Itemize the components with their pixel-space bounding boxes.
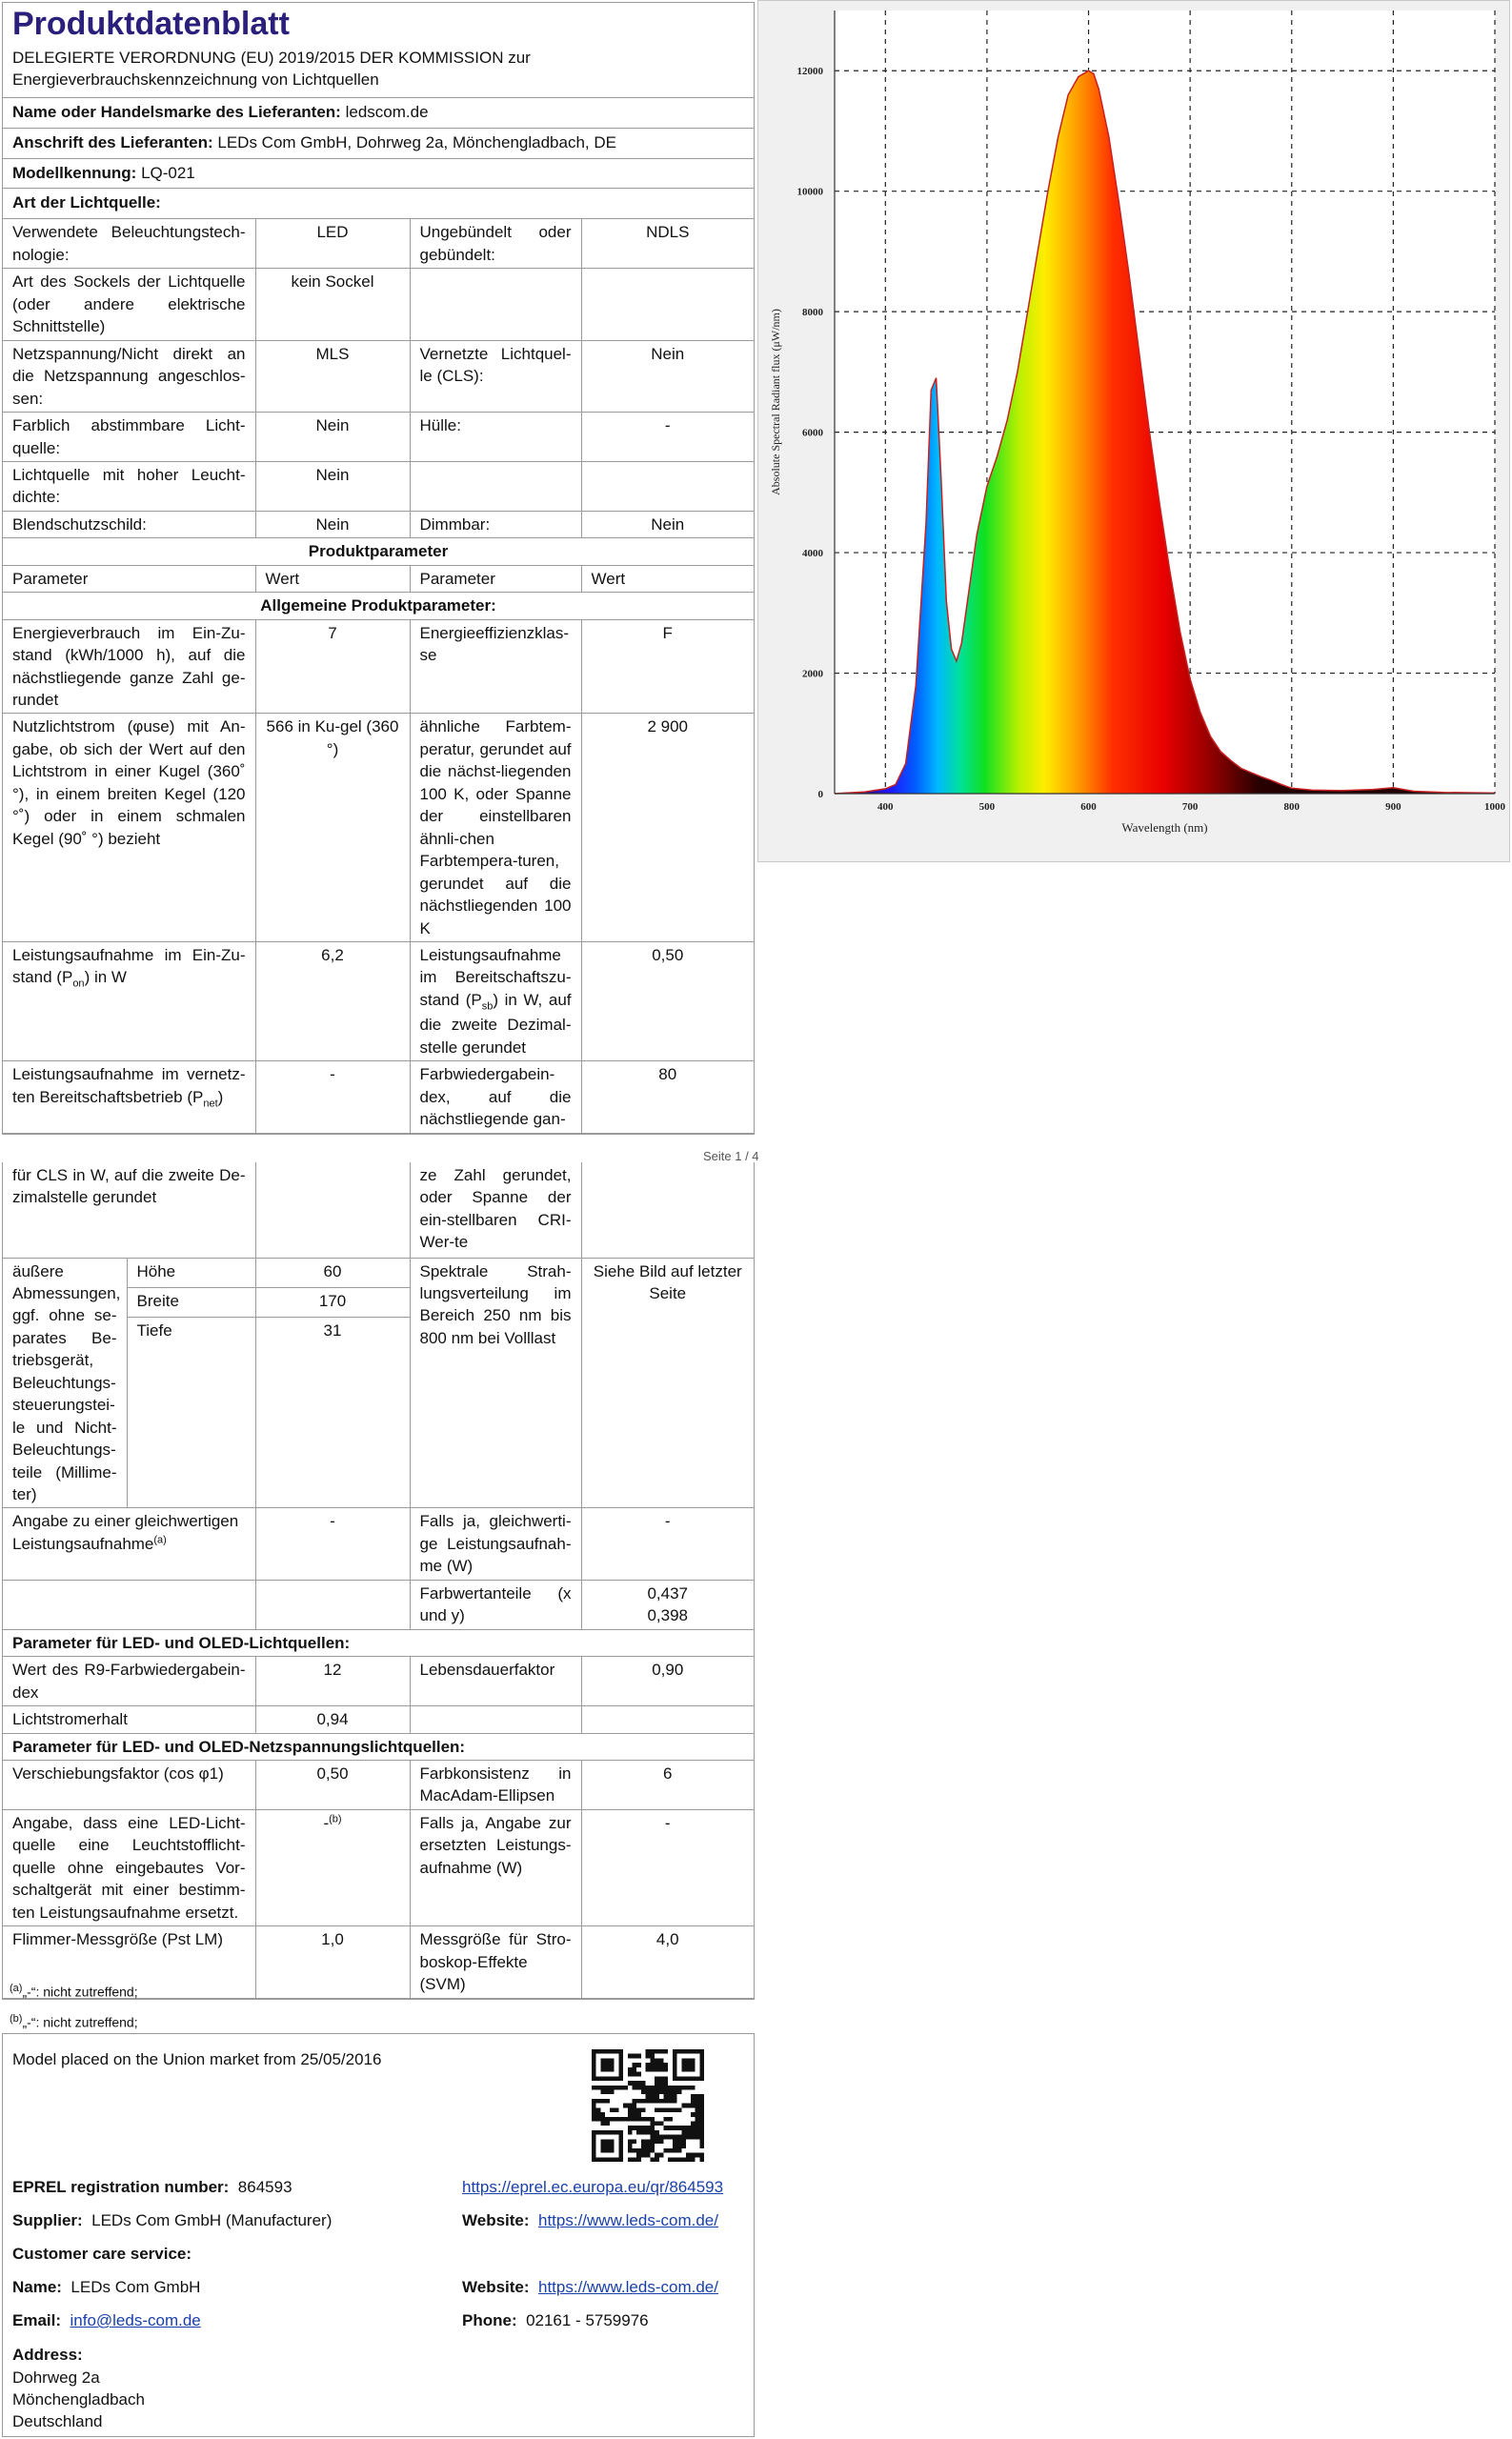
cri-label: Farbwiedergabein-dex, auf die nächstliegende gan-: [410, 1061, 581, 1133]
psb-label: Leistungsaufnahme im Bereitschaftszu-stand $(P_{sb})$ in W, auf die zweite Dezimal-stelle gerundet: [410, 942, 581, 1061]
email-row: Email: info@leds-com.de: [12, 2311, 201, 2329]
y-tick-label: 12000: [796, 66, 823, 78]
type-value: Nein: [255, 511, 410, 537]
supplier-name-row: [3, 98, 754, 129]
x-tick-label: 700: [1181, 801, 1199, 813]
table-row: [3, 219, 754, 268]
mains-params-heading: Parameter für LED- und OLED-Netzspannungslichtquellen:: [3, 1733, 754, 1760]
type-label: Ungebündelt oder gebündelt:: [410, 219, 581, 268]
type-label: Dimmbar:: [410, 511, 581, 537]
address-line: Dohrweg 2a: [12, 2368, 100, 2387]
type-value: Nein: [255, 461, 410, 511]
table-row: [3, 538, 754, 565]
r9-label: Wert des R9-Farbwiedergabein-dex: [3, 1657, 255, 1706]
datasheet-page-1: [2, 2, 755, 1135]
continuation-table: [3, 1162, 754, 1999]
cri-label-continued: ze Zahl gerundet, oder Spanne der ein-stellbaren CRI-Wer-te: [410, 1162, 581, 1258]
x-tick-label: 1000: [1484, 801, 1505, 813]
cri-value: 80: [581, 1061, 754, 1133]
pnet-label-continued: für CLS in W, auf die zweite De-zimalstelle gerundet: [3, 1162, 255, 1258]
y-tick-label: 8000: [802, 307, 823, 319]
qr-code[interactable]: [592, 2049, 704, 2162]
page-number: Seite 1 / 4: [703, 1149, 759, 1163]
type-label: Netzspannung/Nicht direkt an die Netzspannung angeschlos-sen:: [3, 340, 255, 412]
column-header: Wert: [255, 565, 410, 592]
lifetime-value: 0,90: [581, 1657, 754, 1706]
type-value: NDLS: [581, 219, 754, 268]
r9-value: 12: [255, 1657, 410, 1706]
table-row: [3, 714, 754, 942]
supplier-address-row: [3, 129, 754, 159]
lifetime-label: Lebensdauerfaktor: [410, 1657, 581, 1706]
empty-cell: [581, 1706, 754, 1733]
type-value: Nein: [581, 340, 754, 412]
type-label: Farblich abstimmbare Licht-quelle:: [3, 413, 255, 462]
address-label: Address:: [12, 2346, 83, 2364]
phone-value: 02161 - 5759976: [526, 2311, 649, 2329]
type-label: Lichtquelle mit hoher Leucht-dichte:: [3, 461, 255, 511]
type-value: kein Sockel: [255, 269, 410, 340]
stroboscopic-label: Messgröße für Stro-boskop-Effekte (SVM): [410, 1926, 581, 1998]
flicker-label: Flimmer-Messgröße (Pst LM): [3, 1926, 255, 1998]
type-heading-row: [3, 189, 754, 219]
cri-value-continued: [581, 1162, 754, 1258]
empty-cell: [255, 1580, 410, 1629]
x-tick-label: 900: [1385, 801, 1401, 813]
address-line: Mönchengladbach: [12, 2390, 145, 2409]
type-value: Nein: [255, 413, 410, 462]
supplier-name-label: Name oder Handelsmarke des Lieferanten:: [12, 102, 341, 121]
dimension-name: Tiefe: [127, 1318, 255, 1508]
website-row: Website: https://www.leds-com.de/: [462, 2211, 718, 2229]
eprel-link[interactable]: https://eprel.ec.europa.eu/qr/864593: [462, 2178, 724, 2196]
table-row: [3, 619, 754, 714]
type-heading: Art der Lichtquelle:: [12, 193, 161, 212]
led-params-heading: Parameter für LED- und OLED-Lichtquellen:: [3, 1629, 754, 1656]
datasheet-page-2: [2, 1162, 755, 2000]
care-name-row: Name: LEDs Com GmbH: [12, 2278, 201, 2296]
model-value: LQ-021: [141, 163, 195, 182]
pon-label: Leistungsaufnahme im Ein-Zu-stand $(P_{on})$ in W: [3, 942, 255, 1061]
type-label: Hülle:: [410, 413, 581, 462]
dimension-name: Breite: [127, 1287, 255, 1318]
table-row: [3, 511, 754, 537]
table-row: [3, 565, 754, 592]
x-tick-label: 800: [1283, 801, 1300, 813]
table-row: [3, 1258, 754, 1287]
type-label: Blendschutzschild:: [3, 511, 255, 537]
table-row: [3, 413, 754, 462]
macadam-label: Farbkonsistenz in MacAdam-Ellipsen: [410, 1761, 581, 1810]
replacement-power-value: -: [581, 1809, 754, 1925]
replacement-value: -$^{(b)}$: [255, 1809, 410, 1925]
column-header: Parameter: [3, 565, 255, 592]
table-row: [3, 340, 754, 412]
pon-value: 6,2: [255, 942, 410, 1061]
displacement-label: Verschiebungsfaktor (cos φ1): [3, 1761, 255, 1810]
x-tick-label: 500: [978, 801, 996, 813]
eprel-reg-number: 864593: [237, 2178, 292, 2196]
table-row: [3, 1733, 754, 1760]
macadam-value: 6: [581, 1761, 754, 1810]
table-row: [3, 1580, 754, 1629]
param-value: 7: [255, 619, 410, 714]
table-row: [3, 461, 754, 511]
spectrum-svg: [758, 1, 1509, 861]
table-row: [3, 1657, 754, 1706]
type-value: [581, 461, 754, 511]
param-value: F: [581, 619, 754, 714]
type-label: [410, 269, 581, 340]
equiv-power-value: -: [581, 1508, 754, 1580]
table-row: [3, 942, 754, 1061]
footnote-b: $^{(b)}$„-“: nicht zutreffend;: [10, 2013, 138, 2030]
table-row: [3, 1629, 754, 1656]
lumen-maintenance-label: Lichtstromerhalt: [3, 1706, 255, 1733]
care-website-row: Website: https://www.leds-com.de/: [462, 2278, 718, 2296]
regulation-subtitle: DELEGIERTE VERORDNUNG (EU) 2019/2015 DER KOMMISSION zur Energieverbrauchskennzeichnung von Lichtquellen: [3, 44, 754, 98]
eprel-reg-row: EPREL registration number: 864593: [12, 2178, 292, 2196]
param-value: 566 in Ku-gel (360 °): [255, 714, 410, 942]
stroboscopic-value: 4,0: [581, 1926, 754, 1998]
pnet-value-continued: [255, 1162, 410, 1258]
product-params-heading: Produktparameter: [3, 538, 754, 565]
replacement-power-label: Falls ja, Angabe zur ersetzten Leistungs-aufnahme (W): [410, 1809, 581, 1925]
dimension-value: 60: [255, 1258, 410, 1287]
type-label: Art des Sockels der Lichtquelle (oder andere elektrische Schnittstelle): [3, 269, 255, 340]
eprel-info-box: [2, 2033, 755, 2437]
chromaticity-label: Farbwertanteile (x und y): [410, 1580, 581, 1629]
y-tick-label: 4000: [802, 548, 823, 560]
spd-label: Spektrale Strah-lungsverteilung im Bereich 250 nm bis 800 nm bei Volllast: [410, 1258, 581, 1508]
empty-cell: [3, 1580, 255, 1629]
spectral-distribution-chart: [757, 0, 1510, 862]
customer-care-heading: Customer care service:: [12, 2245, 192, 2263]
address-line: Deutschland: [12, 2412, 103, 2430]
page-title: Produktdatenblatt: [12, 6, 290, 42]
website-link[interactable]: https://www.leds-com.de/: [538, 2211, 718, 2229]
lumen-maintenance-value: 0,94: [255, 1706, 410, 1733]
type-value: [581, 269, 754, 340]
table-row: [3, 593, 754, 619]
y-tick-label: 10000: [796, 186, 823, 198]
empty-cell: [410, 1706, 581, 1733]
column-header: Wert: [581, 565, 754, 592]
chromaticity-value: 0,437 0,398: [581, 1580, 754, 1629]
param-label: Energieverbrauch im Ein-Zu-stand (kWh/1000 h), auf die nächstliegende ganze Zahl ge-rundet: [3, 619, 255, 714]
table-row: [3, 1706, 754, 1733]
type-label: Verwendete Beleuchtungstech-nologie:: [3, 219, 255, 268]
column-header: Parameter: [410, 565, 581, 592]
x-axis-label: Wavelength (nm): [1121, 820, 1208, 835]
equiv-value: -: [255, 1508, 410, 1580]
email-link[interactable]: info@leds-com.de: [70, 2311, 201, 2329]
table-row: [3, 269, 754, 340]
model-label: Modellkennung:: [12, 163, 137, 182]
type-label: [410, 461, 581, 511]
table-row: [3, 1061, 754, 1133]
supplier-address-value: LEDs Com GmbH, Dohrweg 2a, Mönchengladbach, DE: [217, 132, 616, 151]
y-tick-label: 0: [817, 789, 823, 800]
table-row: [3, 1809, 754, 1925]
table-row: [3, 1761, 754, 1810]
displacement-value: 0,50: [255, 1761, 410, 1810]
flicker-value: 1,0: [255, 1926, 410, 1998]
y-axis-label: Absolute Spectral Radiant flux (μW/nm): [769, 309, 782, 495]
supplier-address-label: Anschrift des Lieferanten:: [12, 132, 213, 151]
type-value: LED: [255, 219, 410, 268]
pnet-label: Leistungsaufnahme im vernetz-ten Bereitschaftsbetrieb $(P_{net})$: [3, 1061, 255, 1133]
table-row: [3, 1162, 754, 1258]
type-value: -: [581, 413, 754, 462]
spd-value: Siehe Bild auf letzter Seite: [581, 1258, 754, 1508]
market-placement-text: Model placed on the Union market from 25/05/2016: [12, 2050, 382, 2068]
param-label: Nutzlichtstrom (φuse) mit An-gabe, ob sich der Wert auf den Lichtstrom in einer Kugel (360˚ °), in einem breiten Kegel (120 °˚) oder in einem schmalen Kegel (90˚ °) bezieht: [3, 714, 255, 942]
dimension-name: Höhe: [127, 1258, 255, 1287]
psb-value: 0,50: [581, 942, 754, 1061]
x-tick-label: 400: [877, 801, 894, 813]
y-tick-label: 6000: [802, 427, 823, 439]
table-row: [3, 1508, 754, 1580]
param-label: ähnliche Farbtem-peratur, gerundet auf die nächst-liegenden 100 K, oder Spanne der einstellbaren ähnli-chen Farbtempera-turen, gerundet auf die nächstliegenden 100 K: [410, 714, 581, 942]
dimension-value: 31: [255, 1318, 410, 1508]
supplier-row: Supplier: LEDs Com GmbH (Manufacturer): [12, 2211, 333, 2229]
dimensions-label: äußere Abmessungen, ggf. ohne se-parates Be-triebsgerät, Beleuchtungs-steuerungstei-le und Nicht-Beleuchtungs-teile (Millime-ter): [3, 1258, 127, 1508]
replacement-label: Angabe, dass eine LED-Licht-quelle eine Leuchtstofflicht-quelle ohne eingebautes Vor-schaltgerät mit einer bestimm-ten Leistungsaufnahme ersetzt.: [3, 1809, 255, 1925]
phone-row: Phone: 02161 - 5759976: [462, 2311, 649, 2329]
pnet-value: -: [255, 1061, 410, 1133]
care-website-link[interactable]: https://www.leds-com.de/: [538, 2278, 718, 2296]
supplier-name-value: ledscom.de: [345, 102, 429, 121]
param-value: 2 900: [581, 714, 754, 942]
general-params-heading: Allgemeine Produktparameter:: [3, 593, 754, 619]
footnote-a: $^{(a)}$„-“: nicht zutreffend;: [10, 1983, 138, 2000]
type-value: Nein: [581, 511, 754, 537]
y-tick-label: 2000: [802, 668, 823, 680]
type-label: Vernetzte Lichtquel-le (CLS):: [410, 340, 581, 412]
equiv-label: Angabe zu einer gleichwertigen Leistungsaufnahme$^{(a)}$: [3, 1508, 255, 1580]
param-label: Energieeffizienzklas-se: [410, 619, 581, 714]
x-tick-label: 600: [1080, 801, 1097, 813]
type-value: MLS: [255, 340, 410, 412]
equiv-power-label: Falls ja, gleichwerti-ge Leistungsaufnah-me (W): [410, 1508, 581, 1580]
light-source-type-table: [3, 219, 754, 1133]
dimension-value: 170: [255, 1287, 410, 1318]
model-row: [3, 159, 754, 190]
